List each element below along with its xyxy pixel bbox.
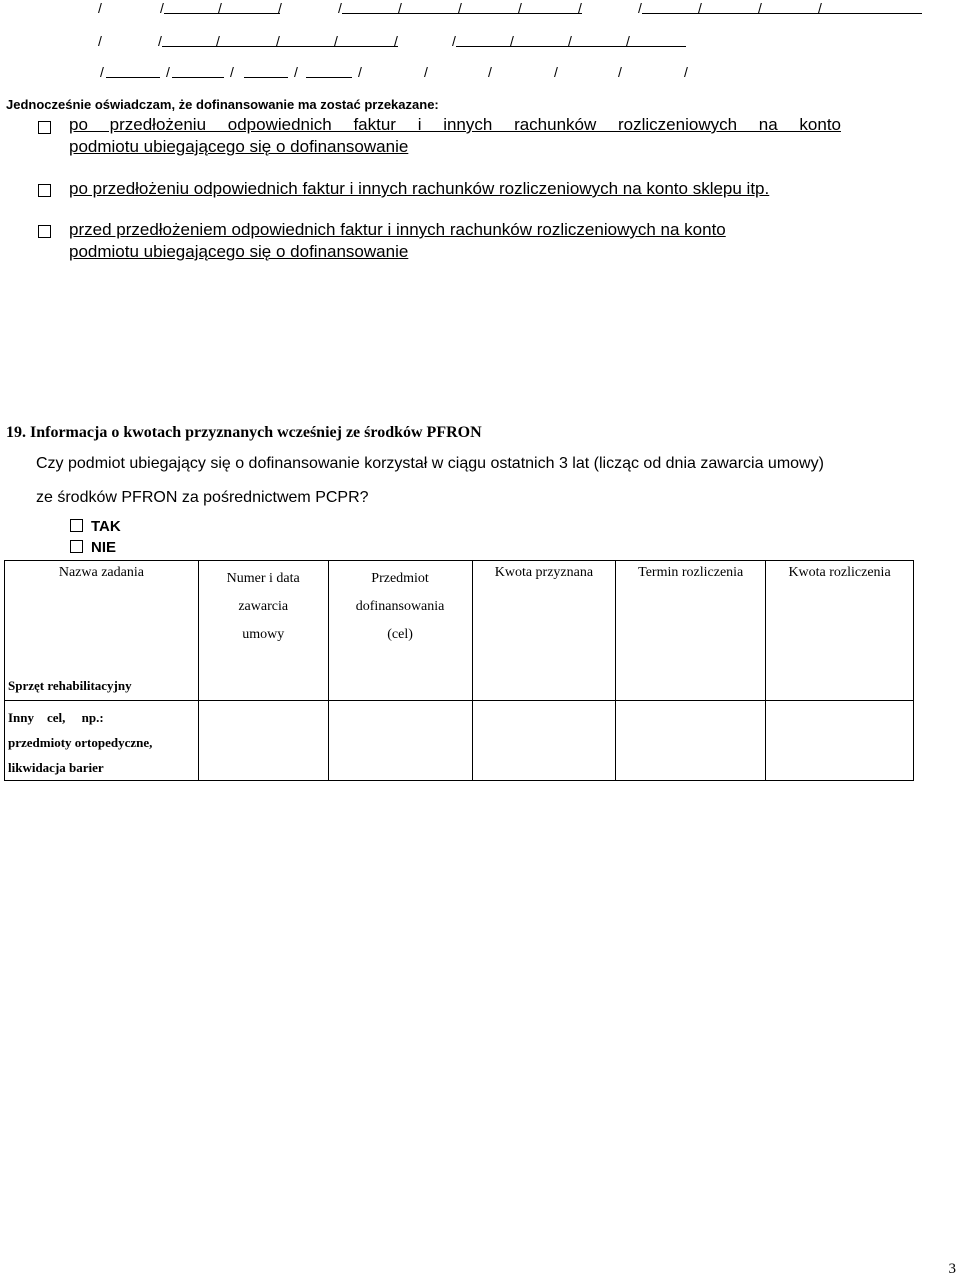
slash: /	[98, 33, 102, 49]
nie-label: NIE	[91, 539, 117, 556]
header-subject	[328, 561, 472, 701]
header-task: Nazwa zadania	[58, 565, 144, 580]
section-19-title: 19. Informacja o kwotach przyznanych wcześniej ze środków PFRON	[6, 424, 482, 441]
slash: /	[758, 0, 762, 16]
slash: /	[394, 33, 398, 49]
option-3	[69, 219, 726, 263]
slash: /	[98, 0, 102, 16]
underline	[342, 13, 582, 14]
option-2-line-1: po przedłożeniu odpowiednich faktur i innych rachunków rozliczeniowych na konto sklepu itp.	[69, 179, 770, 198]
slash: /	[510, 33, 514, 49]
header-line: Numer i data	[226, 571, 300, 586]
underline	[456, 46, 686, 47]
slash: /	[166, 64, 170, 80]
slash: /	[818, 0, 822, 16]
slash: /	[294, 64, 298, 80]
header-number-date	[198, 561, 328, 701]
slash: /	[334, 33, 338, 49]
header-settlement-amount: Kwota rozliczenia	[766, 561, 914, 701]
slash: /	[578, 0, 582, 16]
option-3-line-1: przed przedłożeniem odpowiednich faktur i innych rachunków rozliczeniowych na konto	[69, 220, 726, 239]
subject-cell[interactable]	[328, 701, 472, 781]
slash: /	[398, 0, 402, 16]
option-1-line-1: po przedłożeniu odpowiednich faktur i innych rachunków rozliczeniowych na konto	[69, 115, 841, 134]
slash: /	[554, 64, 558, 80]
slash: /	[568, 33, 572, 49]
slash: /	[358, 64, 362, 80]
tak-label: TAK	[91, 518, 121, 535]
slash: /	[626, 33, 630, 49]
slash: /	[216, 33, 220, 49]
task-name-line: likwidacja barier	[8, 760, 104, 775]
table-row	[5, 701, 914, 781]
underline	[162, 46, 398, 47]
underline	[164, 13, 280, 14]
slash: /	[638, 0, 642, 16]
header-line: Przedmiot	[371, 571, 429, 586]
page-number: 3	[948, 1261, 956, 1277]
pfron-funding-table	[4, 560, 914, 781]
settlement-date-cell[interactable]	[616, 701, 766, 781]
option-2	[69, 178, 769, 200]
slash: /	[276, 33, 280, 49]
slash: /	[518, 0, 522, 16]
option-1	[69, 114, 841, 158]
underline	[306, 77, 352, 78]
slash: /	[698, 0, 702, 16]
slash: /	[684, 64, 688, 80]
option-3-line-2: podmiotu ubiegającego się o dofinansowanie	[69, 242, 409, 261]
underline	[106, 77, 160, 78]
number-date-cell[interactable]	[198, 701, 328, 781]
slash: /	[100, 64, 104, 80]
slash: /	[218, 0, 222, 16]
underline	[244, 77, 288, 78]
task-name: Sprzęt rehabilitacyjny	[8, 678, 132, 693]
task-cell	[5, 561, 199, 701]
slash: /	[338, 0, 342, 16]
slash: /	[424, 64, 428, 80]
option-1-line-2: podmiotu ubiegającego się o dofinansowanie	[69, 137, 409, 156]
slash: /	[458, 0, 462, 16]
underline	[642, 13, 922, 14]
slash: /	[158, 33, 162, 49]
answer-tak[interactable]	[70, 518, 121, 535]
answer-nie[interactable]	[70, 539, 116, 556]
header-settlement-date: Termin rozliczenia	[616, 561, 766, 701]
question-line-1: Czy podmiot ubiegający się o dofinansowanie korzystał w ciągu ostatnich 3 lat (licząc od dnia zawarcia umowy)	[36, 455, 824, 472]
question-line-2: ze środków PFRON za pośrednictwem PCPR?	[36, 489, 369, 506]
task-name-line: Inny cel, np.:	[8, 710, 104, 725]
header-line: (cel)	[387, 627, 413, 642]
underline	[172, 77, 224, 78]
header-line: dofinansowania	[355, 599, 445, 614]
intro-statement: Jednocześnie oświadczam, że dofinansowanie ma zostać przekazane:	[6, 97, 439, 112]
option-3-checkbox[interactable]	[38, 225, 51, 238]
tak-checkbox[interactable]	[70, 519, 83, 532]
task-cell	[5, 701, 199, 781]
header-line: zawarcia	[238, 599, 289, 614]
slash: /	[278, 0, 282, 16]
header-amount-granted: Kwota przyznana	[472, 561, 616, 701]
settlement-amount-cell[interactable]	[766, 701, 914, 781]
table-row	[5, 561, 914, 701]
slash: /	[160, 0, 164, 16]
slash: /	[452, 33, 456, 49]
nie-checkbox[interactable]	[70, 540, 83, 553]
option-1-checkbox[interactable]	[38, 121, 51, 134]
slash: /	[618, 64, 622, 80]
option-2-checkbox[interactable]	[38, 184, 51, 197]
amount-granted-cell[interactable]	[472, 701, 616, 781]
task-name-line: przedmioty ortopedyczne,	[8, 735, 153, 750]
header-line: umowy	[242, 627, 285, 642]
slash: /	[488, 64, 492, 80]
slash: /	[230, 64, 234, 80]
